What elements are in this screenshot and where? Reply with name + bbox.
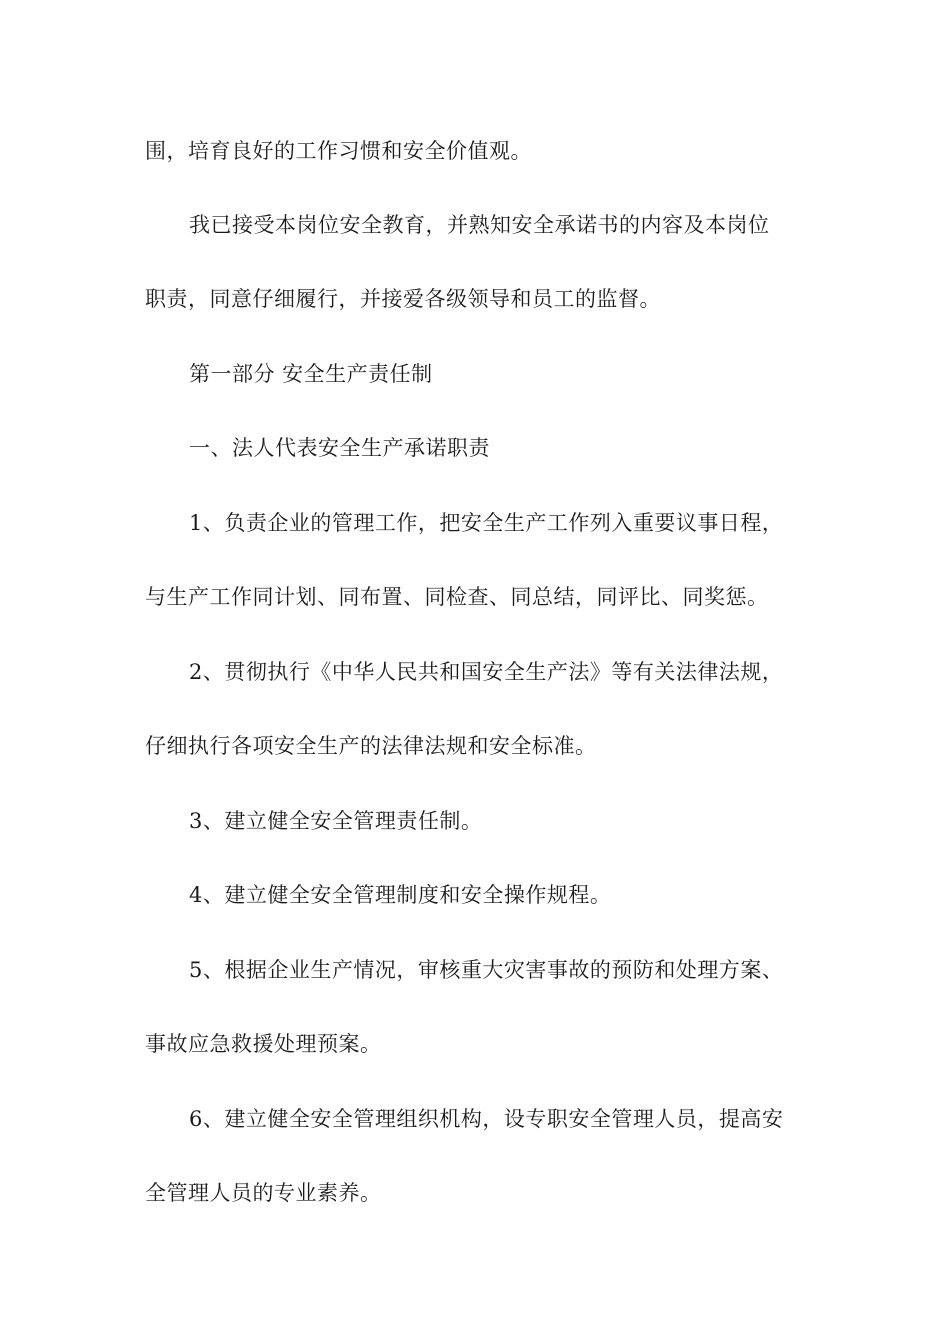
text-line: 2、贯彻执行《中华人民共和国安全生产法》等有关法律法规， xyxy=(189,660,784,684)
text-line: 与生产工作同计划、同布置、同检查、同总结，同评比、同奖惩。 xyxy=(145,585,769,609)
text-line: 我已接受本岗位安全教育，并熟知安全承诺书的内容及本岗位 xyxy=(189,213,770,237)
section-heading: 第一部分 安全生产责任制 xyxy=(189,362,433,386)
text-line: 事故应急救援处理预案。 xyxy=(145,1032,382,1056)
text-line: 1、负责企业的管理工作，把安全生产工作列入重要议事日程， xyxy=(189,511,784,535)
text-line: 5、根据企业生产情况，审核重大灾害事故的预防和处理方案、 xyxy=(189,958,784,982)
text-line: 3、建立健全安全管理责任制。 xyxy=(189,809,483,833)
text-line: 6、建立健全安全管理组织机构，设专职安全管理人员，提高安 xyxy=(189,1107,784,1131)
text-line: 围，培育良好的工作习惯和安全价值观。 xyxy=(145,139,532,163)
subsection-heading: 一、法人代表安全生产承诺职责 xyxy=(189,436,490,460)
text-line: 4、建立健全安全管理制度和安全操作规程。 xyxy=(189,883,612,907)
text-line: 职责，同意仔细履行，并接爱各级领导和员工的监督。 xyxy=(145,287,661,311)
text-line: 仔细执行各项安全生产的法律法规和安全标准。 xyxy=(145,734,597,758)
text-line: 全管理人员的专业素养。 xyxy=(145,1181,382,1205)
